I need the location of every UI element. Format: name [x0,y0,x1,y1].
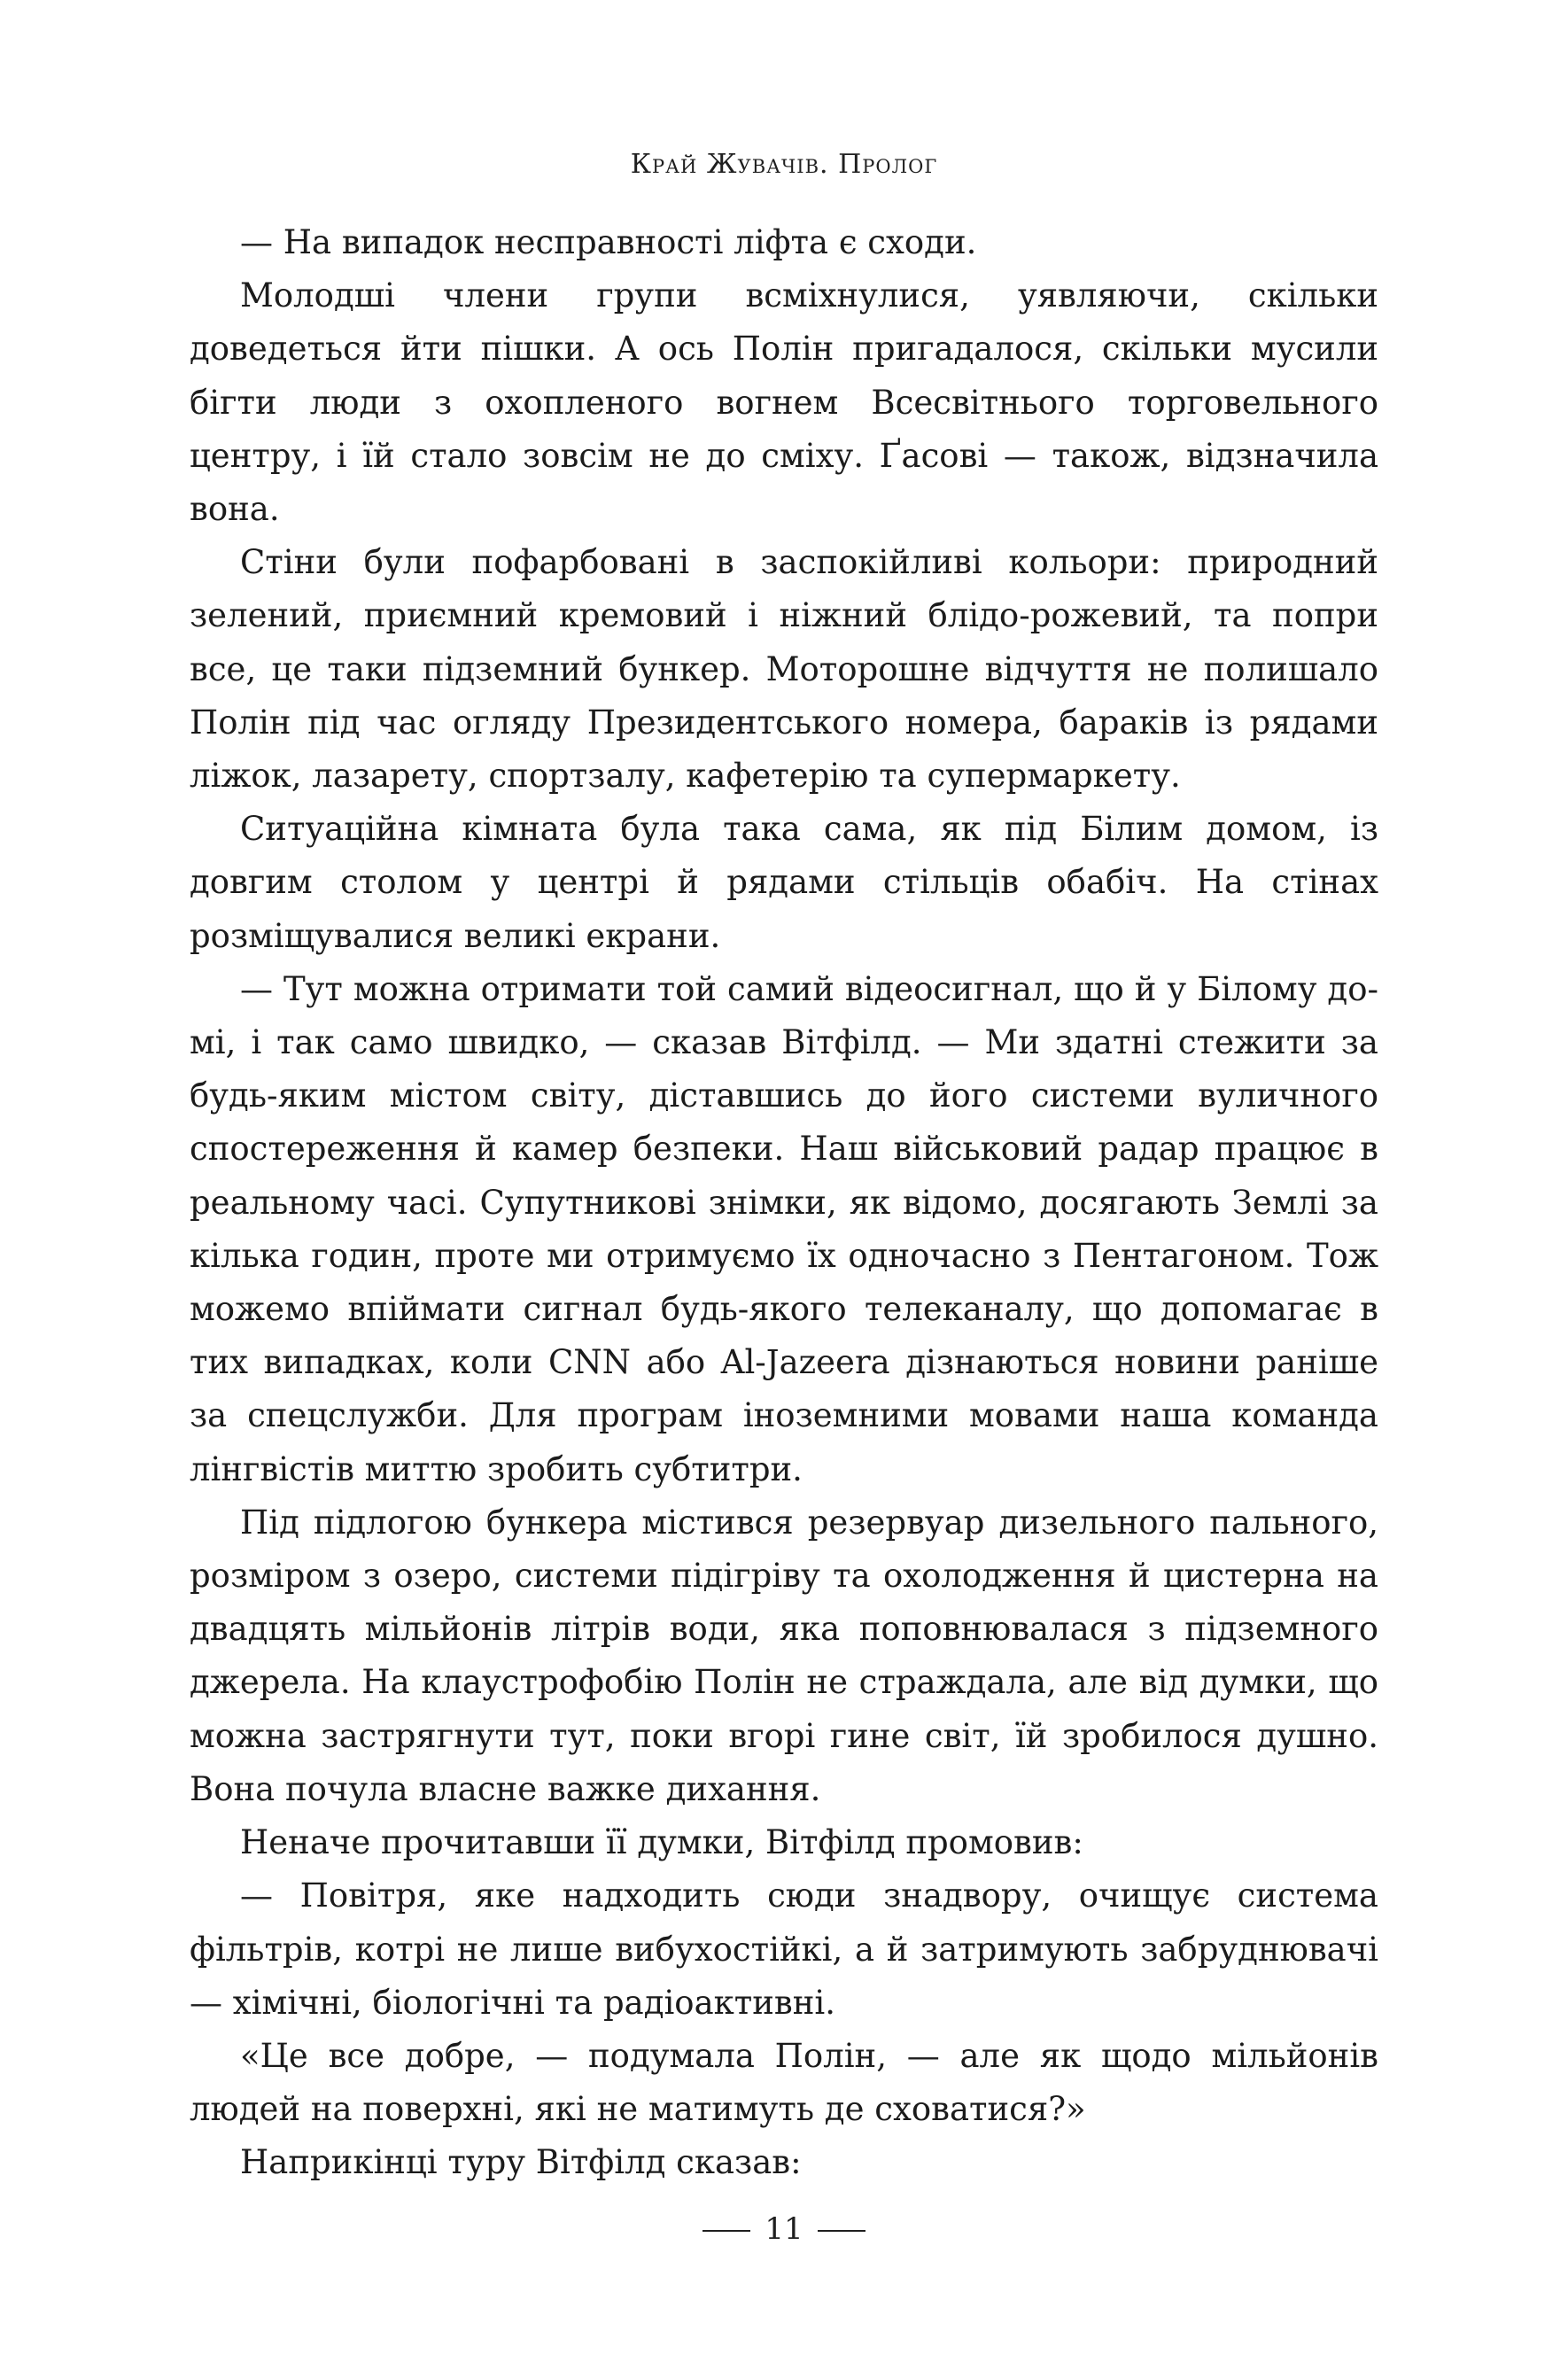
paragraph: — Повітря, яке надходить сюди знадвору, очищує система фільтрів, котрі не лише вибухостійкі, а й затримують забруднювачі — хімічні, біологічні та радіоактивні. [190,1876,1378,2022]
paragraph: Стіни були пофарбовані в заспокійливі кольори: природний зелений, приємний кремовий і ніжний блідо-рожевий, та попри все, це таки підземний бункер. Моторошне відчуття не полишало Полін під час огляду Президентського номера, бараків із рядами ліжок, лазарету, спортзалу, кафетерію та супермаркету. [190,543,1378,796]
paragraph: «Це все добре, — подумала Полін, — але як щодо мільйонів людей на поверхні, які не матимуть де сховатися?» [190,2036,1378,2129]
body-text [190,216,1378,2190]
paragraph: Молодші члени групи всміхнулися, уявляючи, скільки доведеться йти пішки. А ось Полін пригадалося, скільки мусили бігти люди з охопленого вогнем Всесвітнього торговельного центру, і їй стало зовсім не до сміху. Ґасові — також, відзначила вона. [190,276,1378,529]
running-head: Край Жувачів. Пролог [630,149,938,180]
folio-dash-left [702,2230,750,2232]
paragraph: — На випадок несправності ліфта є сходи. [240,223,977,261]
paragraph: Наприкінці туру Вітфілд сказав: [240,2143,802,2182]
page-number-value: 11 [765,2211,803,2247]
paragraph: Ситуаційна кімната була така сама, як під Білим домом, із довгим столом у центрі й рядами стільців обабіч. На стінах розміщувалися великі екрани. [190,810,1378,955]
folio-dash-right [818,2230,866,2232]
paragraph: Неначе прочитавши її думки, Вітфілд промовив: [240,1823,1083,1862]
paragraph: — Тут можна отримати той самий відеосигнал, що й у Білому домі, і так само швидко, — сказав Вітфілд. — Ми здатні стежити за будь-яким містом світу, діставшись до його системи вуличного спостереження й камер безпеки. Наш військовий радар працює в реальному часі. Супутникові знімки, як відомо, досягають Землі за кілька годин, проте ми отримуємо їх одночасно з Пентагоном. Тож можемо впіймати сигнал будь-якого телеканалу, що допомагає в тих випадках, коли CNN або Al-Jazeera дізнаються новини раніше за спецслужби. Для програм іноземними мовами наша команда лінгвістів миттю зробить субтитри. [190,969,1378,1488]
page-number [0,2211,1568,2247]
paragraph: Під підлогою бункера містився резервуар дизельного пального, розміром з озеро, системи підігріву та охолодження й цистерна на двадцять мільйонів літрів води, яка поповнювалася з підземного джерела. На клаустрофобію Полін не страждала, але від думки, що можна застрягнути тут, поки вгорі гине світ, їй зробилося душно. Вона почула власне важке дихання. [190,1503,1378,1808]
